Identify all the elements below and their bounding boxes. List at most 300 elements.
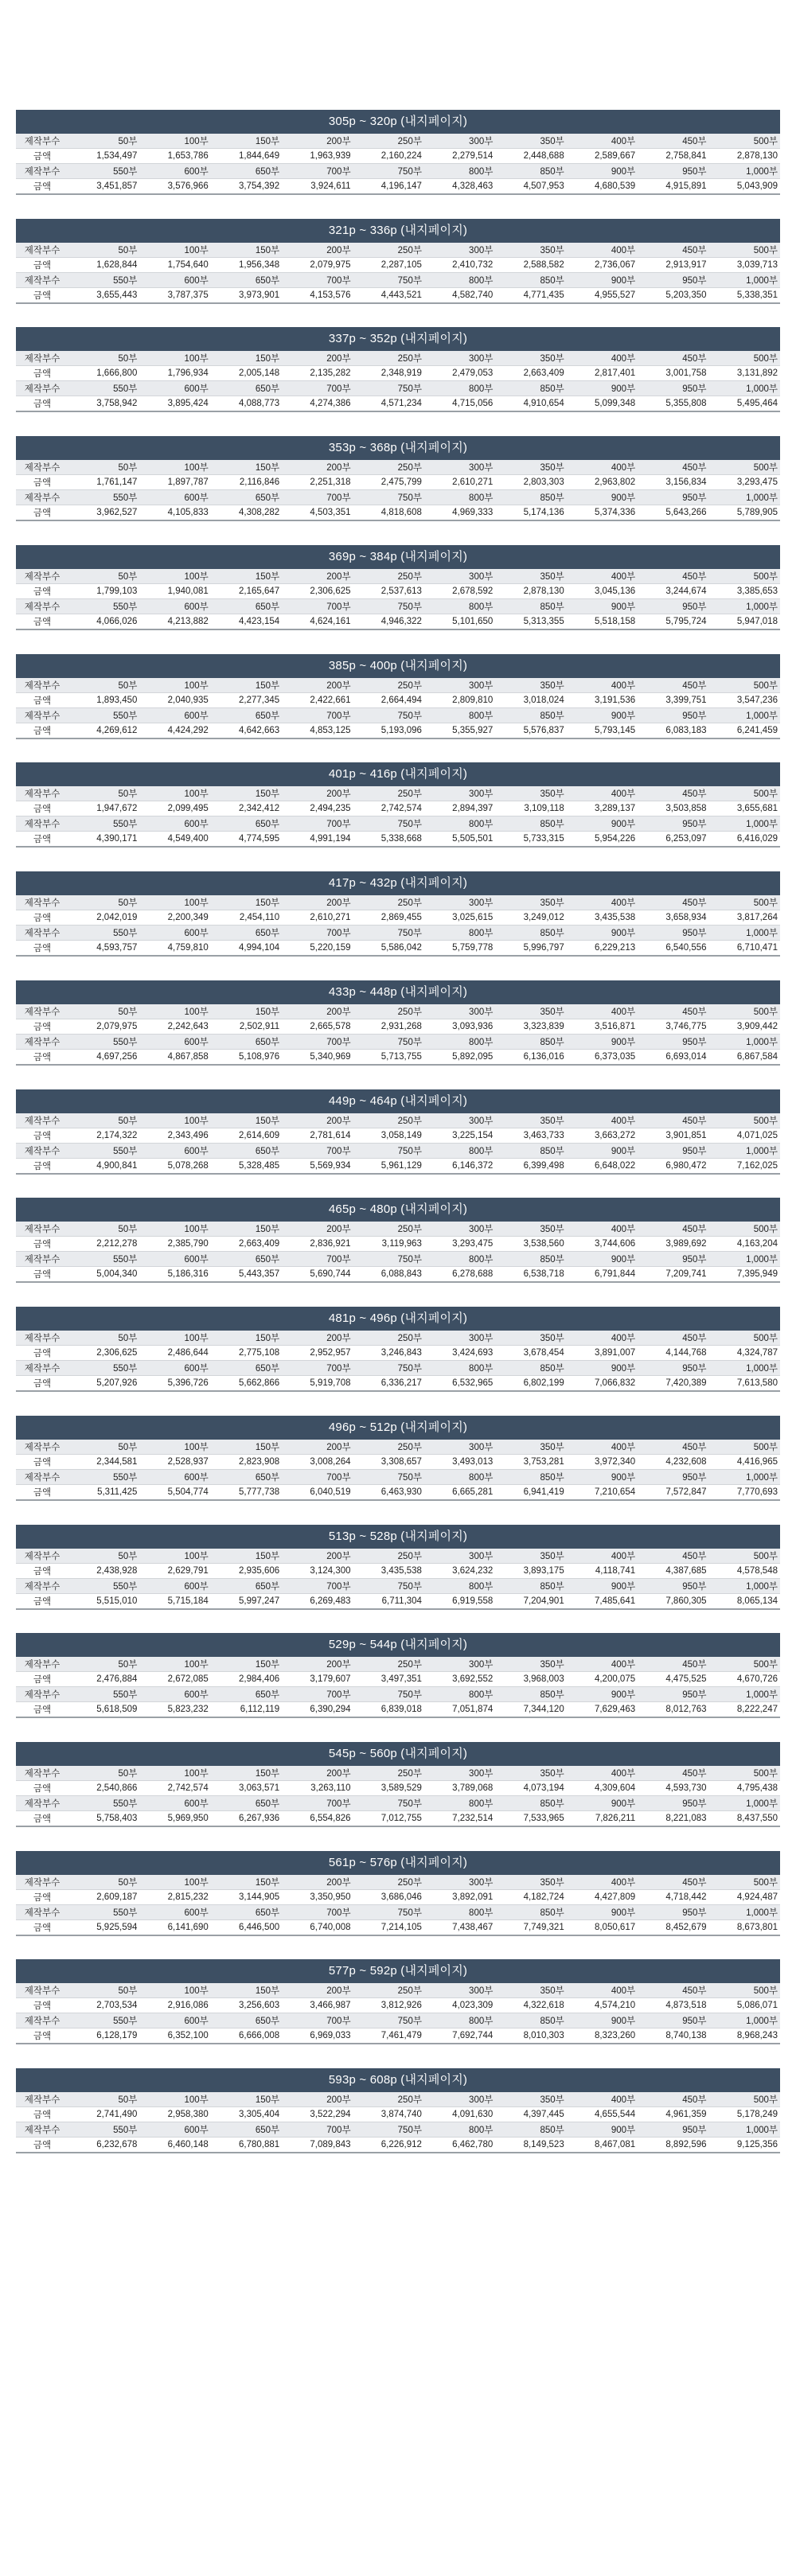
quantity-cell: 900부 [567,707,638,723]
amount-cell: 3,263,110 [282,1781,353,1796]
quantity-cell: 200부 [282,1657,353,1672]
amount-cell: 5,186,316 [139,1267,210,1283]
quantity-cell: 900부 [567,1252,638,1267]
amount-cell: 3,451,857 [68,179,139,195]
amount-cell: 6,229,213 [567,941,638,957]
amount-cell: 7,749,321 [495,1919,566,1935]
amount-cell: 2,438,928 [68,1563,139,1578]
quantity-cell: 850부 [495,1687,566,1702]
quantity-label: 제작부수 [16,1331,68,1346]
amount-cell: 6,460,148 [139,2138,210,2153]
amount-cell: 3,789,068 [424,1781,495,1796]
quantity-cell: 650부 [211,1469,282,1484]
amount-cell: 3,812,926 [353,1998,424,2013]
amount-cell: 4,680,539 [567,179,638,195]
quantity-row [16,1113,780,1128]
quantity-cell: 750부 [353,1687,424,1702]
amount-cell: 7,692,744 [424,2028,495,2044]
quantity-cell: 1,000부 [709,1469,780,1484]
quantity-cell: 50부 [68,895,139,910]
amount-cell: 2,678,592 [424,583,495,598]
quantity-row [16,786,780,801]
amount-cell: 2,775,108 [211,1346,282,1361]
amount-cell: 2,665,578 [282,1019,353,1034]
amount-cell: 7,613,580 [709,1376,780,1392]
quantity-cell: 150부 [211,460,282,475]
quantity-cell: 400부 [567,895,638,910]
quantity-row [16,926,780,941]
quantity-cell: 550부 [68,1904,139,1919]
quantity-label: 제작부수 [16,1034,68,1049]
quantity-cell: 900부 [567,1361,638,1376]
quantity-cell: 100부 [139,1983,210,1998]
quantity-label: 제작부수 [16,1549,68,1564]
amount-cell: 2,803,303 [495,475,566,490]
amount-cell: 4,144,768 [638,1346,708,1361]
quantity-cell: 450부 [638,1983,708,1998]
amount-cell: 2,913,917 [638,257,708,272]
quantity-label: 제작부수 [16,1469,68,1484]
amount-cell: 3,891,007 [567,1346,638,1361]
page-range-title: 593p ~ 608p (내지페이지) [16,2068,780,2092]
price-block [16,654,780,739]
amount-cell: 4,593,730 [638,1781,708,1796]
quantity-cell: 200부 [282,678,353,693]
quantity-cell: 500부 [709,134,780,149]
quantity-row [16,1143,780,1158]
amount-row [16,257,780,272]
quantity-cell: 650부 [211,2013,282,2028]
price-table [16,134,780,195]
quantity-cell: 550부 [68,1034,139,1049]
quantity-cell: 950부 [638,272,708,287]
amount-cell: 2,664,494 [353,692,424,707]
price-table [16,1440,780,1501]
quantity-cell: 700부 [282,598,353,614]
quantity-cell: 300부 [424,569,495,584]
amount-label: 금액 [16,149,68,164]
amount-label: 금액 [16,1919,68,1935]
quantity-cell: 250부 [353,2092,424,2107]
quantity-cell: 850부 [495,1252,566,1267]
page-range-title: 433p ~ 448p (내지페이지) [16,980,780,1004]
quantity-cell: 600부 [139,1687,210,1702]
amount-cell: 7,210,654 [567,1484,638,1500]
amount-cell: 3,144,905 [211,1889,282,1904]
quantity-cell: 900부 [567,598,638,614]
amount-label: 금액 [16,2107,68,2122]
quantity-cell: 950부 [638,1796,708,1811]
quantity-cell: 950부 [638,1904,708,1919]
quantity-cell: 750부 [353,164,424,179]
amount-cell: 2,242,643 [139,1019,210,1034]
price-table [16,243,780,304]
quantity-cell: 950부 [638,490,708,505]
amount-cell: 3,124,300 [282,1563,353,1578]
quantity-cell: 300부 [424,1113,495,1128]
quantity-cell: 250부 [353,1657,424,1672]
price-table [16,460,780,521]
amount-cell: 6,802,199 [495,1376,566,1392]
quantity-cell: 1,000부 [709,598,780,614]
amount-cell: 4,390,171 [68,832,139,848]
amount-label: 금액 [16,1702,68,1718]
amount-cell: 1,947,672 [68,801,139,816]
amount-row [16,1267,780,1283]
price-table [16,1766,780,1827]
quantity-cell: 850부 [495,926,566,941]
quantity-cell: 50부 [68,786,139,801]
amount-cell: 4,549,400 [139,832,210,848]
quantity-cell: 800부 [424,598,495,614]
quantity-cell: 150부 [211,678,282,693]
quantity-label: 제작부수 [16,707,68,723]
amount-cell: 7,572,847 [638,1484,708,1500]
quantity-cell: 400부 [567,460,638,475]
amount-cell: 5,328,485 [211,1158,282,1174]
quantity-label: 제작부수 [16,895,68,910]
quantity-cell: 500부 [709,1004,780,1019]
quantity-cell: 1,000부 [709,164,780,179]
quantity-label: 제작부수 [16,1004,68,1019]
quantity-cell: 450부 [638,134,708,149]
quantity-cell: 200부 [282,1222,353,1237]
quantity-cell: 850부 [495,1469,566,1484]
amount-cell: 2,935,606 [211,1563,282,1578]
amount-cell: 5,823,232 [139,1702,210,1718]
amount-cell: 6,839,018 [353,1702,424,1718]
quantity-cell: 100부 [139,1222,210,1237]
amount-cell: 5,961,129 [353,1158,424,1174]
amount-cell: 1,893,450 [68,692,139,707]
amount-cell: 3,746,775 [638,1019,708,1034]
amount-cell: 4,443,521 [353,287,424,303]
amount-cell: 2,251,318 [282,475,353,490]
quantity-cell: 200부 [282,1549,353,1564]
amount-cell: 1,940,081 [139,583,210,598]
amount-cell: 2,629,791 [139,1563,210,1578]
quantity-cell: 450부 [638,1331,708,1346]
amount-cell: 5,311,425 [68,1484,139,1500]
amount-cell: 4,274,386 [282,396,353,412]
quantity-cell: 50부 [68,569,139,584]
quantity-row [16,1469,780,1484]
amount-cell: 3,972,340 [567,1454,638,1469]
quantity-cell: 600부 [139,2013,210,2028]
quantity-cell: 750부 [353,272,424,287]
quantity-cell: 150부 [211,786,282,801]
amount-label: 금액 [16,1563,68,1578]
quantity-cell: 300부 [424,1004,495,1019]
amount-cell: 3,895,424 [139,396,210,412]
quantity-label: 제작부수 [16,678,68,693]
amount-cell: 6,648,022 [567,1158,638,1174]
quantity-cell: 650부 [211,1578,282,1593]
quantity-cell: 500부 [709,1549,780,1564]
quantity-row [16,381,780,396]
quantity-cell: 650부 [211,1252,282,1267]
amount-label: 금액 [16,1019,68,1034]
amount-cell: 3,787,375 [139,287,210,303]
amount-cell: 4,910,654 [495,396,566,412]
price-table [16,895,780,957]
quantity-cell: 450부 [638,1657,708,1672]
amount-cell: 3,256,603 [211,1998,282,2013]
quantity-label: 제작부수 [16,598,68,614]
quantity-cell: 200부 [282,1983,353,1998]
amount-label: 금액 [16,2028,68,2044]
amount-cell: 2,672,085 [139,1672,210,1687]
amount-cell: 6,554,826 [282,1811,353,1827]
amount-cell: 3,968,003 [495,1672,566,1687]
quantity-cell: 200부 [282,460,353,475]
quantity-cell: 250부 [353,351,424,366]
amount-label: 금액 [16,287,68,303]
amount-cell: 4,655,544 [567,2107,638,2122]
amount-cell: 3,547,236 [709,692,780,707]
amount-cell: 8,065,134 [709,1593,780,1609]
quantity-cell: 300부 [424,351,495,366]
quantity-cell: 50부 [68,1440,139,1455]
amount-cell: 6,540,556 [638,941,708,957]
quantity-cell: 800부 [424,707,495,723]
quantity-cell: 950부 [638,598,708,614]
price-block [16,1198,780,1283]
amount-cell: 1,844,649 [211,149,282,164]
amount-cell: 6,040,519 [282,1484,353,1500]
quantity-cell: 400부 [567,569,638,584]
amount-cell: 4,593,757 [68,941,139,957]
amount-label: 금액 [16,1237,68,1252]
quantity-cell: 500부 [709,351,780,366]
amount-row [16,614,780,629]
amount-cell: 2,422,661 [282,692,353,707]
quantity-cell: 400부 [567,2092,638,2107]
quantity-cell: 950부 [638,1143,708,1158]
quantity-label: 제작부수 [16,2122,68,2138]
quantity-row [16,2092,780,2107]
amount-row [16,801,780,816]
amount-cell: 6,146,372 [424,1158,495,1174]
quantity-label: 제작부수 [16,1657,68,1672]
quantity-cell: 450부 [638,1004,708,1019]
quantity-cell: 700부 [282,707,353,723]
amount-cell: 4,324,787 [709,1346,780,1361]
quantity-cell: 750부 [353,1252,424,1267]
amount-cell: 3,663,272 [567,1128,638,1143]
quantity-cell: 50부 [68,2092,139,2107]
quantity-cell: 800부 [424,381,495,396]
quantity-cell: 150부 [211,134,282,149]
amount-row [16,1998,780,2013]
quantity-cell: 50부 [68,678,139,693]
quantity-cell: 450부 [638,1875,708,1890]
amount-cell: 5,925,594 [68,1919,139,1935]
amount-cell: 8,452,679 [638,1919,708,1935]
quantity-cell: 300부 [424,1549,495,1564]
amount-cell: 2,931,268 [353,1019,424,1034]
quantity-label: 제작부수 [16,1361,68,1376]
amount-cell: 5,789,905 [709,505,780,521]
quantity-cell: 150부 [211,569,282,584]
quantity-cell: 350부 [495,1983,566,1998]
quantity-cell: 1,000부 [709,1687,780,1702]
quantity-cell: 750부 [353,2122,424,2138]
quantity-cell: 200부 [282,569,353,584]
quantity-cell: 800부 [424,1034,495,1049]
amount-cell: 2,385,790 [139,1237,210,1252]
quantity-cell: 800부 [424,490,495,505]
quantity-cell: 800부 [424,2013,495,2028]
quantity-cell: 250부 [353,678,424,693]
quantity-cell: 750부 [353,1361,424,1376]
quantity-cell: 950부 [638,1687,708,1702]
quantity-cell: 550부 [68,707,139,723]
amount-cell: 6,710,471 [709,941,780,957]
price-table [16,1983,780,2044]
amount-cell: 5,495,464 [709,396,780,412]
quantity-cell: 50부 [68,1766,139,1781]
quantity-cell: 300부 [424,1222,495,1237]
amount-cell: 4,200,075 [567,1672,638,1687]
amount-label: 금액 [16,1267,68,1283]
amount-cell: 2,348,919 [353,366,424,381]
price-block [16,436,780,521]
amount-cell: 6,980,472 [638,1158,708,1174]
quantity-cell: 400부 [567,134,638,149]
amount-cell: 7,232,514 [424,1811,495,1827]
price-table [16,678,780,739]
amount-cell: 4,994,104 [211,941,282,957]
quantity-cell: 650부 [211,1687,282,1702]
amount-cell: 5,338,668 [353,832,424,848]
amount-row [16,1811,780,1827]
amount-cell: 4,961,359 [638,2107,708,2122]
amount-cell: 2,588,582 [495,257,566,272]
quantity-row [16,134,780,149]
amount-cell: 2,486,644 [139,1346,210,1361]
quantity-cell: 250부 [353,1222,424,1237]
amount-cell: 5,715,184 [139,1593,210,1609]
amount-cell: 3,522,294 [282,2107,353,2122]
quantity-cell: 500부 [709,569,780,584]
quantity-cell: 950부 [638,707,708,723]
amount-cell: 6,538,718 [495,1267,566,1283]
price-block [16,980,780,1066]
amount-cell: 4,073,194 [495,1781,566,1796]
quantity-cell: 250부 [353,1766,424,1781]
amount-cell: 5,355,927 [424,723,495,739]
page-range-title: 401p ~ 416p (내지페이지) [16,762,780,786]
amount-cell: 4,818,608 [353,505,424,521]
quantity-cell: 100부 [139,569,210,584]
quantity-cell: 250부 [353,1113,424,1128]
amount-cell: 2,537,613 [353,583,424,598]
amount-row [16,832,780,848]
page-range-title: 449p ~ 464p (내지페이지) [16,1089,780,1113]
quantity-cell: 400부 [567,243,638,258]
amount-cell: 3,063,571 [211,1781,282,1796]
quantity-cell: 1,000부 [709,1361,780,1376]
quantity-cell: 400부 [567,1766,638,1781]
quantity-cell: 100부 [139,2092,210,2107]
quantity-cell: 650부 [211,1796,282,1811]
quantity-cell: 500부 [709,1766,780,1781]
quantity-row [16,272,780,287]
page-range-title: 496p ~ 512p (내지페이지) [16,1416,780,1440]
amount-cell: 8,050,617 [567,1919,638,1935]
quantity-cell: 900부 [567,1143,638,1158]
amount-label: 금액 [16,614,68,629]
quantity-cell: 400부 [567,351,638,366]
amount-cell: 3,249,012 [495,910,566,926]
amount-cell: 2,174,322 [68,1128,139,1143]
amount-cell: 3,058,149 [353,1128,424,1143]
quantity-cell: 100부 [139,1657,210,1672]
amount-cell: 8,012,763 [638,1702,708,1718]
page-range-title: 481p ~ 496p (내지페이지) [16,1307,780,1331]
quantity-cell: 350부 [495,1875,566,1890]
quantity-cell: 800부 [424,1578,495,1593]
amount-label: 금액 [16,366,68,381]
amount-cell: 4,670,726 [709,1672,780,1687]
quantity-cell: 550부 [68,1578,139,1593]
quantity-cell: 1,000부 [709,490,780,505]
amount-cell: 4,088,773 [211,396,282,412]
amount-cell: 6,462,780 [424,2138,495,2153]
quantity-cell: 350부 [495,569,566,584]
amount-label: 금액 [16,723,68,739]
amount-cell: 6,241,459 [709,723,780,739]
amount-cell: 2,287,105 [353,257,424,272]
amount-cell: 4,427,809 [567,1889,638,1904]
amount-label: 금액 [16,2138,68,2153]
amount-cell: 4,071,025 [709,1128,780,1143]
amount-cell: 4,578,548 [709,1563,780,1578]
quantity-cell: 200부 [282,134,353,149]
quantity-cell: 1,000부 [709,2013,780,2028]
quantity-cell: 850부 [495,490,566,505]
amount-cell: 2,306,625 [282,583,353,598]
quantity-label: 제작부수 [16,1222,68,1237]
quantity-cell: 650부 [211,598,282,614]
amount-label: 금액 [16,505,68,521]
amount-cell: 5,374,336 [567,505,638,521]
quantity-label: 제작부수 [16,569,68,584]
amount-cell: 4,308,282 [211,505,282,521]
amount-cell: 3,874,740 [353,2107,424,2122]
amount-cell: 2,344,581 [68,1454,139,1469]
quantity-label: 제작부수 [16,1252,68,1267]
quantity-cell: 450부 [638,1440,708,1455]
amount-row [16,396,780,412]
amount-cell: 2,609,187 [68,1889,139,1904]
quantity-cell: 900부 [567,381,638,396]
amount-cell: 2,277,345 [211,692,282,707]
quantity-cell: 750부 [353,1904,424,1919]
quantity-cell: 500부 [709,1113,780,1128]
amount-cell: 3,008,264 [282,1454,353,1469]
quantity-cell: 550부 [68,2122,139,2138]
quantity-cell: 350부 [495,243,566,258]
quantity-cell: 800부 [424,1796,495,1811]
amount-cell: 4,309,604 [567,1781,638,1796]
amount-cell: 3,924,611 [282,179,353,195]
amount-cell: 2,610,271 [282,910,353,926]
quantity-label: 제작부수 [16,272,68,287]
quantity-cell: 400부 [567,1875,638,1890]
quantity-cell: 500부 [709,1331,780,1346]
